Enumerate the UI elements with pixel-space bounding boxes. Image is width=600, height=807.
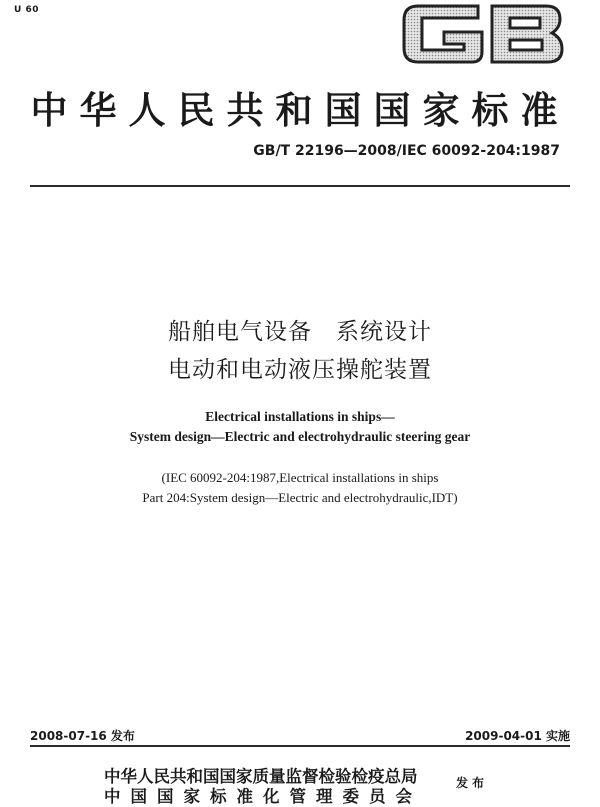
implementation-date: 2009-04-01 实施: [465, 729, 570, 743]
title-cn-line1: 船舶电气设备 系统设计: [168, 319, 432, 345]
bottom-divider: [30, 745, 570, 747]
publish-label: 发布: [456, 776, 489, 790]
gb-logo-icon: [398, 0, 568, 70]
top-divider: [30, 185, 570, 187]
issuer-line2: 中国国家标准化管理委员会: [104, 787, 422, 806]
title-en-line1: Electrical installations in ships—: [205, 409, 395, 424]
title-en-line2: System design—Electric and electrohydraulic steering gear: [129, 429, 471, 444]
standard-number: GB/T 22196—2008/IEC 60092-204:1987: [253, 143, 560, 159]
issuer-line1: 中华人民共和国国家质量监督检验检疫总局: [104, 767, 418, 786]
iec-reference-line2: Part 204:System design—Electric and electrohydraulic,IDT): [142, 490, 458, 505]
iec-reference-line1: (IEC 60092-204:1987,Electrical installations in ships: [161, 470, 439, 485]
issue-date: 2008-07-16 发布: [30, 729, 135, 743]
ics-code: U 60: [14, 5, 39, 15]
title-cn-line2: 电动和电动液压操舵装置: [168, 357, 432, 383]
standard-name: 中华人民共和国国家标准: [30, 88, 570, 132]
